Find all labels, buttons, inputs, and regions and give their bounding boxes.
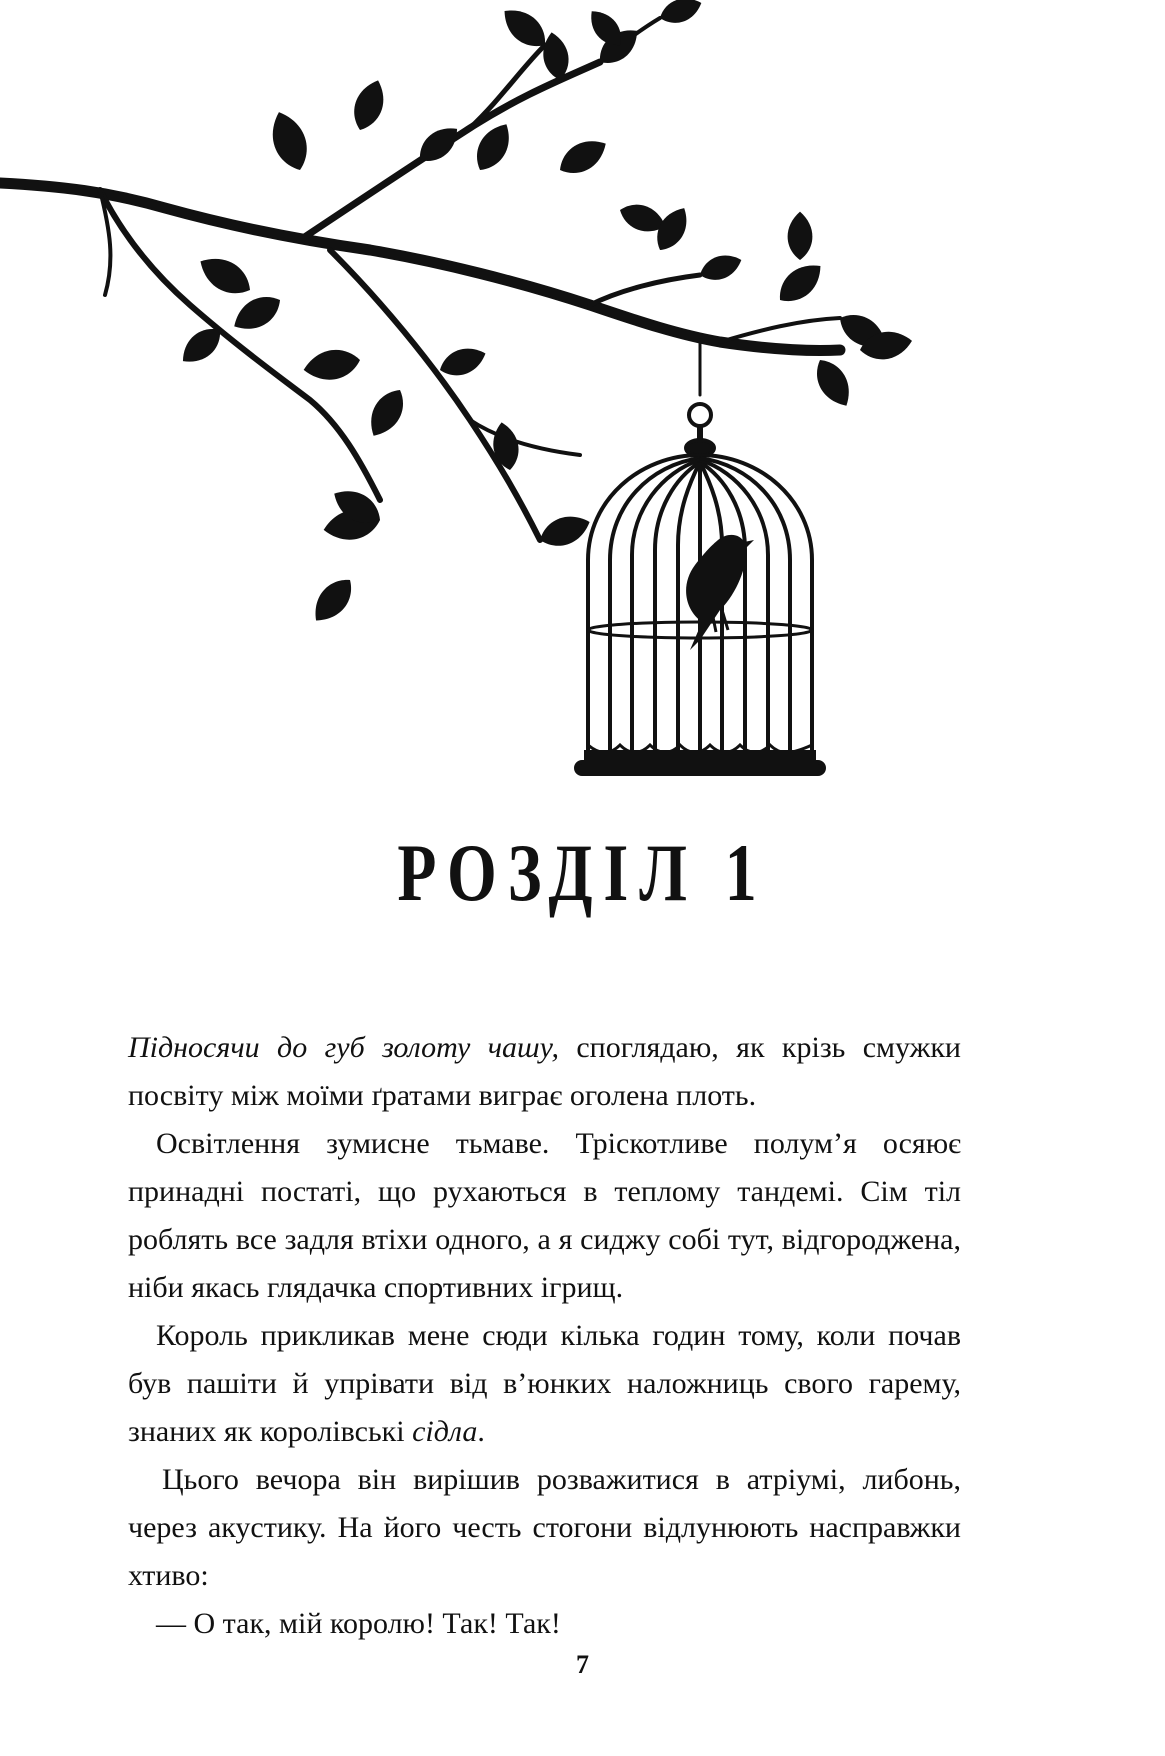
leaves: [175, 0, 914, 629]
paragraph-3-text: Король прикликав мене сюди кілька годин тому, коли почав був пашіти й упрівати від в’юнких наложниць свого гарему, знаних як королівські: [128, 1319, 961, 1448]
paragraph-1-text: споглядаю, як крізь смужки посвіту між моїми ґратами виграє оголена плоть.: [128, 1031, 961, 1112]
paragraph-3: [128, 1312, 961, 1456]
paragraph-4: Цього вечора він вирішив розважитися в атріумі, либонь, через акустику. На його честь стогони відлунюють насправжки хтиво:: [128, 1463, 961, 1592]
page-number: 7: [576, 1650, 589, 1679]
branch-and-birdcage-illustration: [0, 0, 1165, 790]
paragraph-1: [128, 1024, 961, 1120]
paragraph-1-italic: Підносячи до губ золоту чашу,: [128, 1031, 559, 1064]
paragraph-3-end: .: [477, 1415, 485, 1448]
paragraph-5-dialogue: — О так, мій королю! Так! Так!: [156, 1607, 561, 1640]
paragraph-3-italic: сідла: [412, 1415, 478, 1448]
paragraph-2: Освітлення зумисне тьмаве. Тріскотливе полум’я осяює принадні постаті, що рухаються в теплому тандемі. Сім тіл роблять все задля втіхи одного, а я сиджу собі тут, відгороджена, ніби якась глядачка спортивних ігрищ.: [128, 1127, 961, 1304]
chapter-body-text: [128, 1024, 961, 1648]
chapter-title: РОЗДІЛ 1: [397, 827, 768, 918]
